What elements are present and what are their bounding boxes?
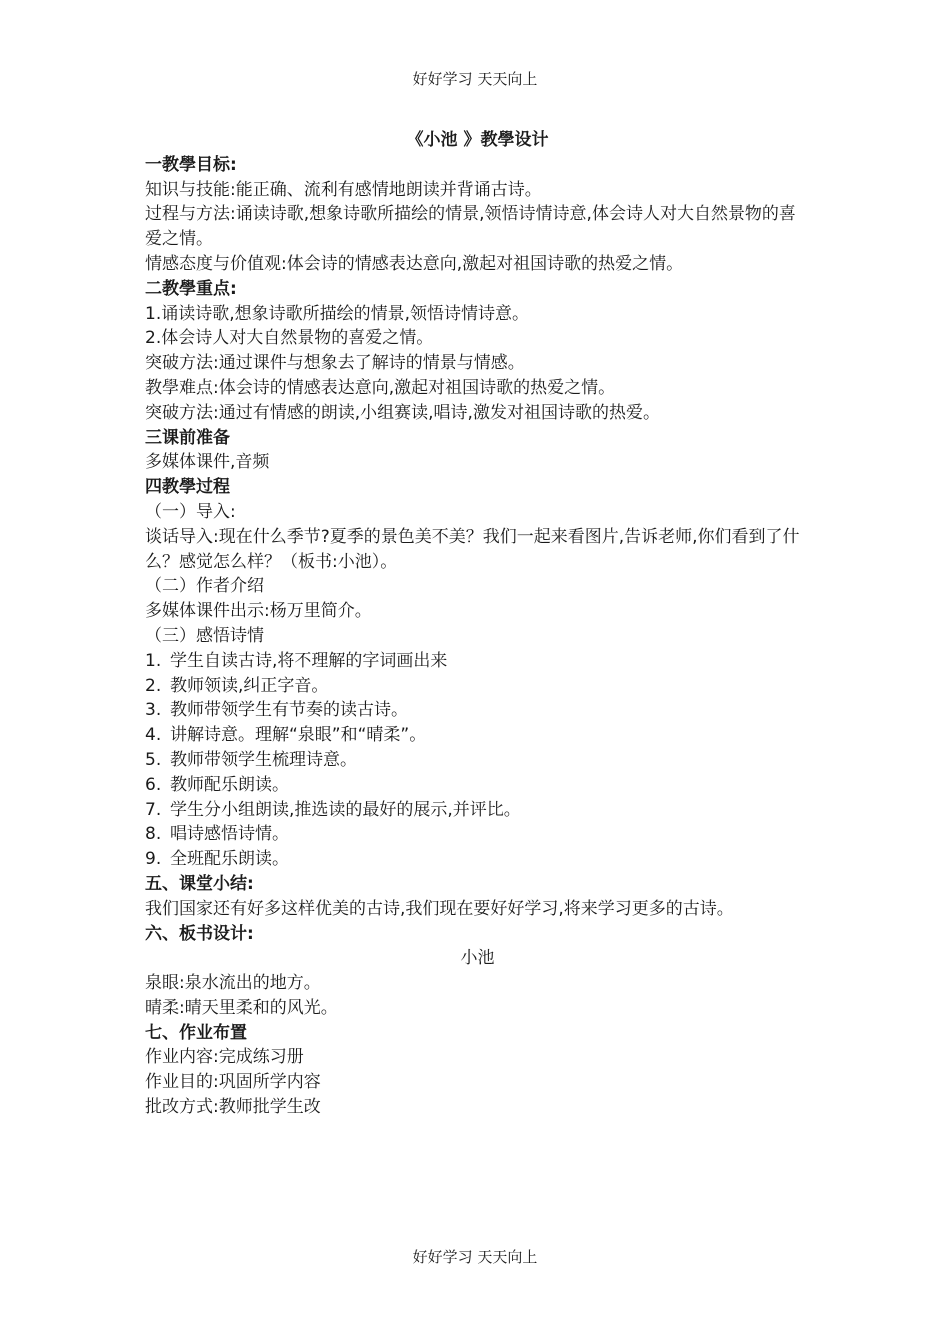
homework-item: 作业内容:完成练习册: [145, 1047, 304, 1068]
prep-text: 多媒体课件,音频: [145, 452, 270, 473]
author-heading: （二）作者介绍: [145, 576, 264, 597]
list-number: 5.: [145, 749, 162, 770]
homework-heading: 七、作业布置: [145, 1022, 247, 1043]
list-number: 2.: [145, 675, 162, 696]
list-number: 8.: [145, 824, 162, 845]
focus-item: 突破方法:通过有情感的朗读,小组赛读,唱诗,激发对祖国诗歌的热爱。: [145, 402, 660, 423]
document-title: 《小池 》教學设计: [406, 130, 549, 150]
list-number: 6.: [145, 774, 162, 795]
list-text: 唱诗感悟诗情。: [170, 824, 289, 845]
intro-heading: （一）导入:: [145, 501, 236, 522]
page-footer: 好好学习 天天向上: [412, 1248, 538, 1266]
page-header: 好好学习 天天向上: [412, 70, 538, 88]
list-number: 9.: [145, 849, 162, 870]
document-body: [145, 128, 810, 1120]
focus-item: 2.体会诗人对大自然景物的喜爱之情。: [145, 328, 434, 349]
homework-item: 作业目的:巩固所学内容: [145, 1072, 321, 1093]
author-text: 多媒体课件出示:杨万里简介。: [145, 601, 372, 622]
list-number: 4.: [145, 725, 162, 746]
list-text: 教师领读,纠正字音。: [170, 675, 329, 696]
list-number: 3.: [145, 700, 162, 721]
list-number: 7.: [145, 799, 162, 820]
list-item: [145, 798, 810, 823]
summary-text: 我们国家还有好多这样优美的古诗,我们现在要好好学习,将来学习更多的古诗。: [145, 898, 734, 919]
list-item: [145, 748, 810, 773]
list-item: [145, 698, 810, 723]
board-heading: 六、板书设计:: [145, 923, 254, 944]
board-title: 小池: [460, 948, 495, 969]
list-item: [145, 674, 810, 699]
list-item: [145, 822, 810, 847]
focus-item: 教學难点:体会诗的情感表达意向,激起对祖国诗歌的热爱之情。: [145, 377, 616, 398]
focus-item: 突破方法:通过课件与想象去了解诗的情景与情感。: [145, 353, 525, 374]
intro-text: 谈话导入:现在什么季节?夏季的景色美不美？我们一起来看图片,告诉老师,你们看到了什么？感觉怎么样？（板书:小池）。: [145, 526, 800, 572]
process-heading: 四教學过程: [145, 477, 230, 498]
focus-item: 1.诵读诗歌,想象诗歌所描绘的情景,领悟诗情诗意。: [145, 303, 530, 324]
list-text: 教师配乐朗读。: [170, 774, 289, 795]
list-item: [145, 649, 810, 674]
list-text: 教师带领学生有节奏的读古诗。: [170, 700, 408, 721]
list-item: [145, 773, 810, 798]
list-text: 讲解诗意。理解“泉眼”和“晴柔”。: [170, 725, 427, 746]
list-item: [145, 847, 810, 872]
feel-heading: （三）感悟诗情: [145, 625, 264, 646]
summary-heading: 五、课堂小结:: [145, 873, 254, 894]
board-item: 晴柔:晴天里柔和的风光。: [145, 997, 338, 1018]
board-item: 泉眼:泉水流出的地方。: [145, 973, 321, 994]
goal-process: 过程与方法:诵读诗歌,想象诗歌所描绘的情景,领悟诗情诗意,体会诗人对大自然景物的喜爱之情。: [145, 204, 796, 250]
list-text: 学生自读古诗,将不理解的字词画出来: [170, 650, 448, 671]
goals-heading: 一教學目标:: [145, 154, 237, 175]
goal-knowledge: 知识与技能:能正确、流利有感情地朗读并背诵古诗。: [145, 179, 542, 200]
list-number: 1.: [145, 650, 162, 671]
homework-item: 批改方式:教师批学生改: [145, 1097, 321, 1118]
prep-heading: 三课前准备: [145, 427, 230, 448]
list-text: 教师带领学生梳理诗意。: [170, 749, 357, 770]
list-text: 全班配乐朗读。: [170, 849, 289, 870]
focus-heading: 二教學重点:: [145, 278, 237, 299]
list-text: 学生分小组朗读,推选读的最好的展示,并评比。: [170, 799, 521, 820]
list-item: [145, 723, 810, 748]
goal-emotion: 情感态度与价值观:体会诗的情感表达意向,激起对祖国诗歌的热爱之情。: [145, 253, 684, 274]
